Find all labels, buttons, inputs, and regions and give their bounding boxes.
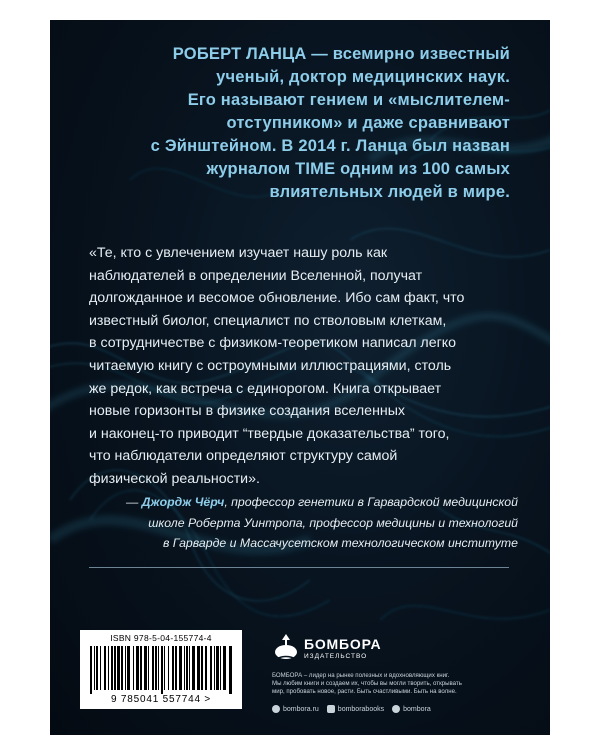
attribution-name: Джордж Чёрч — [141, 495, 225, 509]
publisher-logo — [272, 630, 382, 670]
publisher-logo-icon — [272, 632, 300, 662]
barcode-bar — [201, 646, 203, 690]
link-label: bombora.ru — [283, 705, 319, 713]
quote-line: долгожданное и весомое обновление. Ибо сам факт, что — [89, 290, 465, 307]
barcode-bar — [108, 646, 109, 690]
quote-line: известный биолог, специалист по стволовым клеткам, — [89, 312, 447, 329]
barcode-bar — [161, 646, 163, 694]
publisher-blurb — [272, 672, 494, 697]
barcode-bar — [164, 646, 165, 690]
barcode-bar — [144, 646, 147, 690]
quote-line: в сотрудничестве с физиком-теоретиком написал легко — [89, 335, 457, 352]
quote-line: наблюдателей в определении Вселенной, получат — [89, 267, 423, 284]
barcode-bar — [96, 646, 98, 690]
barcode-bar — [172, 646, 174, 690]
attribution-role: , профессор генетики в Гарвардской медицинской — [224, 495, 518, 509]
blurb-line: БОМБОРА – лидер на рынке полезных и вдохновляющих книг. — [272, 672, 450, 679]
divider — [89, 567, 509, 568]
book-back-cover — [50, 20, 550, 735]
barcode-bar — [140, 646, 142, 690]
isbn-barcode — [80, 630, 242, 709]
barcode-bar — [220, 646, 221, 690]
isbn-label: ISBN 978-5-04-155774-4 — [110, 633, 212, 643]
barcode-bar — [223, 646, 226, 690]
barcode-bar — [229, 646, 232, 694]
attribution-dash: — — [125, 495, 142, 509]
barcode-bar — [179, 646, 182, 690]
intro-line: РОБЕРТ ЛАНЦА — всемирно известный — [172, 45, 510, 63]
barcode-bar — [111, 646, 113, 690]
blurb-line: Мы любим книги и создаем их, чтобы вы могли творить, открывать — [272, 680, 462, 688]
barcode-bar — [94, 646, 95, 690]
barcode-bar — [189, 646, 190, 690]
quote-line: же редок, как встреча с единорогом. Книга открывает — [89, 380, 442, 397]
social-icon — [327, 705, 335, 713]
barcode-bar — [168, 646, 169, 690]
barcode-bar — [152, 646, 154, 690]
barcode-bar — [125, 646, 126, 690]
barcode-bar — [127, 646, 130, 690]
link-label: bomborabooks — [337, 705, 385, 713]
social-icon — [392, 705, 400, 713]
publisher-links — [272, 702, 431, 716]
quote-line: «Те, кто с увлечением изучает нашу роль как — [89, 245, 388, 261]
quote-line: и наконец-то приводит “твердые доказательства” того, — [89, 425, 450, 442]
quote-line: читаемую книгу с остроумными иллюстрациями, столь — [89, 357, 452, 374]
barcode-bar — [184, 646, 185, 690]
barcode-bar — [214, 646, 215, 690]
attribution-line-2: школе Роберта Уинтропа, профессор медицины и технологий — [148, 515, 518, 530]
intro-line: ученый, доктор медицинских наук. — [216, 68, 510, 86]
intro-line: журналом TIME одним из 100 самых — [206, 160, 510, 178]
attribution-line-3: в Гарварде и Массачусетском технологическом институте — [162, 536, 518, 550]
barcode-digits: 9 785041 557744 > — [110, 694, 212, 705]
link-social-1[interactable] — [327, 705, 384, 713]
quote-line: что наблюдатели определяют структуру самой — [89, 448, 398, 465]
publisher-subtitle: ИЗДАТЕЛЬСТВО — [304, 653, 368, 660]
barcode-bar — [100, 646, 101, 690]
barcode-bar — [210, 646, 212, 690]
barcode-bar — [158, 646, 159, 690]
barcode-bar — [216, 646, 219, 690]
barcode-bar — [104, 646, 106, 690]
intro-line: отступником» и даже сравнивают — [226, 114, 510, 132]
barcode-bar — [121, 646, 123, 690]
barcode-bar — [192, 646, 195, 690]
barcode-bars — [88, 646, 234, 694]
barcode-bar — [197, 646, 200, 690]
barcode-bar — [186, 646, 188, 690]
quote-line: новые горизонты в физике создания вселенных — [89, 403, 406, 420]
review-quote — [89, 242, 519, 491]
intro-line: Его называют гением и «мыслителем- — [187, 91, 510, 109]
barcode-bar — [133, 646, 134, 690]
globe-icon — [272, 705, 280, 713]
publisher-name: БОМБОРА — [304, 636, 382, 652]
attribution-line-1 — [110, 492, 518, 513]
link-label: bombora — [403, 705, 431, 713]
quote-attribution — [110, 492, 518, 554]
link-social-2[interactable] — [392, 705, 431, 713]
barcode-bar — [114, 646, 116, 690]
barcode-bar — [175, 646, 177, 690]
author-intro — [90, 43, 510, 204]
barcode-bar — [148, 646, 149, 690]
link-website[interactable] — [272, 705, 319, 713]
barcode-bar — [90, 646, 92, 694]
intro-line: с Эйнштейном. В 2014 г. Ланца был назван — [150, 137, 510, 155]
barcode-bar — [205, 646, 207, 690]
intro-line: влиятельных людей в мире. — [269, 183, 510, 201]
quote-line: физической реальности». — [89, 470, 260, 487]
barcode-bar — [117, 646, 120, 690]
blurb-line: мир, пробовать новое, расти. Быть счастливыми. Быть на волне. — [272, 688, 457, 696]
barcode-bar — [136, 646, 139, 690]
barcode-bar — [155, 646, 157, 690]
